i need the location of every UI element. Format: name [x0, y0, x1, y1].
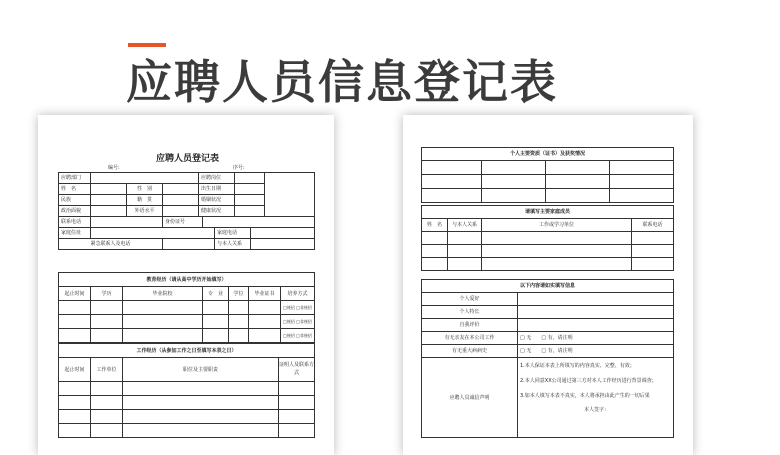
field-illness-options[interactable]: □ 无 □ 有，请注明	[518, 345, 674, 358]
family-cell[interactable]	[422, 245, 448, 258]
label-evaluation: 自我评价	[422, 319, 518, 332]
table-row	[59, 239, 315, 250]
table-row	[422, 319, 674, 332]
field-evaluation[interactable]	[518, 319, 674, 332]
label-health: 健康状况	[199, 206, 235, 217]
table-row	[59, 329, 315, 343]
edu-header: 学历	[91, 287, 123, 301]
number-label: 编号:	[108, 165, 120, 171]
table-row	[59, 206, 315, 217]
self-info-table	[421, 279, 674, 438]
photo-cell	[265, 184, 315, 195]
table-row	[422, 189, 674, 203]
table-row	[422, 232, 674, 245]
edu-mode-options[interactable]: □统招 □非统招	[281, 315, 315, 329]
table-row	[59, 382, 315, 396]
edu-cell[interactable]	[91, 301, 123, 315]
edu-cell[interactable]	[59, 329, 91, 343]
edu-cell[interactable]	[123, 315, 203, 329]
right-form-page	[403, 115, 693, 455]
label-birth: 出生日期	[199, 184, 235, 195]
field-birth[interactable]	[235, 184, 265, 195]
certificate-table	[421, 147, 674, 203]
family-cell[interactable]	[422, 258, 448, 271]
cert-cell[interactable]	[610, 189, 674, 203]
family-header: 姓 名	[422, 219, 448, 232]
field-address[interactable]	[91, 228, 215, 239]
label-relation: 与本人关系	[215, 239, 251, 250]
family-header: 与本人关系	[448, 219, 482, 232]
field-marital[interactable]	[235, 195, 265, 206]
edu-mode-options[interactable]: □统招 □非统招	[281, 301, 315, 315]
family-cell[interactable]	[448, 245, 482, 258]
field-relation[interactable]	[251, 239, 315, 250]
declaration-line: 1.本人保证本表上所填写的内容真实、完整、有效；	[520, 363, 635, 369]
label-name: 姓 名	[59, 184, 91, 195]
work-cell[interactable]	[59, 424, 91, 438]
basic-info-table	[58, 172, 315, 250]
field-native[interactable]	[163, 195, 199, 206]
declaration-line: 3.如本人填写本表不真实，本人将承担由此产生的一切后果	[520, 393, 650, 399]
label-apply-post: 应聘岗位	[199, 173, 235, 184]
edu-cell[interactable]	[59, 301, 91, 315]
certificate-title: 个人主要资质（证书）及获奖情况	[422, 148, 674, 161]
edu-mode-options[interactable]: □统招 □非统招	[281, 329, 315, 343]
table-row	[59, 195, 315, 206]
family-header: 工作或学习单位	[482, 219, 632, 232]
label-id: 身份证号	[163, 217, 203, 228]
work-cell[interactable]	[59, 396, 91, 410]
photo-cell	[265, 173, 315, 184]
edu-cell[interactable]	[249, 301, 281, 315]
table-row	[59, 344, 315, 358]
table-row	[59, 396, 315, 410]
work-cell[interactable]	[123, 410, 279, 424]
work-cell[interactable]	[123, 396, 279, 410]
seq-label: 序号:	[233, 165, 245, 171]
label-relatives: 有无亲友在本公司工作	[422, 332, 518, 345]
work-header: 起止时间	[59, 358, 91, 382]
table-row	[422, 306, 674, 319]
edu-cell[interactable]	[229, 301, 249, 315]
table-row	[422, 332, 674, 345]
work-cell[interactable]	[91, 410, 123, 424]
label-gender: 性 别	[127, 184, 163, 195]
photo-cell	[265, 206, 315, 217]
edu-header: 起止时间	[59, 287, 91, 301]
cert-cell[interactable]	[422, 175, 482, 189]
field-apply-post[interactable]	[235, 173, 265, 184]
table-row	[59, 217, 315, 228]
family-cell[interactable]	[482, 245, 632, 258]
table-row	[422, 280, 674, 293]
education-title: 教育经历（请从高中学历开始填写）	[59, 273, 315, 287]
edu-header: 毕业证书	[249, 287, 281, 301]
cert-cell[interactable]	[422, 161, 482, 175]
edu-cell[interactable]	[229, 315, 249, 329]
table-row	[422, 258, 674, 271]
table-row	[59, 228, 315, 239]
work-cell[interactable]	[279, 410, 315, 424]
work-cell[interactable]	[279, 424, 315, 438]
table-row	[59, 358, 315, 382]
edu-header: 毕业院校	[123, 287, 203, 301]
table-row	[59, 301, 315, 315]
label-hobby: 个人爱好	[422, 293, 518, 306]
edu-cell[interactable]	[229, 329, 249, 343]
family-cell[interactable]	[632, 245, 674, 258]
edu-cell[interactable]	[249, 315, 281, 329]
cert-cell[interactable]	[546, 189, 610, 203]
table-row	[59, 315, 315, 329]
edu-cell[interactable]	[123, 329, 203, 343]
edu-header: 专 业	[203, 287, 229, 301]
family-title: 请填写主要家庭成员	[422, 206, 674, 219]
edu-cell[interactable]	[59, 315, 91, 329]
family-cell[interactable]	[422, 232, 448, 245]
work-header: 工作单位	[91, 358, 123, 382]
cert-cell[interactable]	[422, 189, 482, 203]
label-declaration: 应聘人员诚信声明	[422, 358, 518, 438]
family-cell[interactable]	[448, 232, 482, 245]
left-form-title: 应聘人员登记表	[156, 154, 220, 164]
table-row	[59, 287, 315, 301]
table-row	[422, 293, 674, 306]
cert-cell[interactable]	[546, 161, 610, 175]
family-cell[interactable]	[632, 232, 674, 245]
field-home-phone[interactable]	[251, 228, 315, 239]
family-table	[421, 205, 674, 271]
field-politics[interactable]	[91, 206, 127, 217]
family-header: 联系电话	[632, 219, 674, 232]
table-row	[59, 184, 315, 195]
table-row	[422, 175, 674, 189]
field-health[interactable]	[235, 206, 265, 217]
edu-cell[interactable]	[203, 301, 229, 315]
edu-cell[interactable]	[249, 329, 281, 343]
work-cell[interactable]	[91, 396, 123, 410]
label-phone: 联系电话	[59, 217, 91, 228]
cert-cell[interactable]	[546, 175, 610, 189]
photo-cell	[265, 195, 315, 206]
table-row	[422, 219, 674, 232]
work-cell[interactable]	[59, 410, 91, 424]
table-row	[422, 245, 674, 258]
cert-cell[interactable]	[610, 175, 674, 189]
education-table	[58, 272, 315, 343]
family-cell[interactable]	[632, 258, 674, 271]
field-hobby[interactable]	[518, 293, 674, 306]
left-form-page	[38, 115, 334, 455]
table-row	[59, 273, 315, 287]
field-id[interactable]	[203, 217, 315, 228]
family-cell[interactable]	[482, 232, 632, 245]
table-row	[59, 424, 315, 438]
page-title: 应聘人员信息登记表	[126, 55, 558, 109]
family-cell[interactable]	[448, 258, 482, 271]
table-row	[422, 148, 674, 161]
table-row	[422, 206, 674, 219]
work-title: 工作经历（从参加工作之日至填写本表之日）	[59, 344, 315, 358]
label-native: 籍 贯	[127, 195, 163, 206]
work-cell[interactable]	[59, 382, 91, 396]
field-apply-dept[interactable]	[91, 173, 199, 184]
field-language[interactable]	[163, 206, 199, 217]
work-header: 证明人及联系方式	[279, 358, 315, 382]
work-cell[interactable]	[91, 382, 123, 396]
edu-cell[interactable]	[91, 329, 123, 343]
label-illness: 有无重大病病史	[422, 345, 518, 358]
field-gender[interactable]	[163, 184, 199, 195]
table-row	[59, 173, 315, 184]
table-row	[422, 345, 674, 358]
work-cell[interactable]	[279, 382, 315, 396]
declaration-line: 2.本人同意XX公司通过第三方对本人工作经历进行背景调查；	[520, 378, 657, 384]
edu-header: 培养方式	[281, 287, 315, 301]
label-specialty: 个人特长	[422, 306, 518, 319]
cert-cell[interactable]	[482, 175, 546, 189]
label-ethnic: 民族	[59, 195, 91, 206]
work-cell[interactable]	[123, 382, 279, 396]
work-header: 职位及主要职责	[123, 358, 279, 382]
label-emergency: 紧急联系人及电话	[59, 239, 163, 250]
field-specialty[interactable]	[518, 306, 674, 319]
edu-cell[interactable]	[203, 329, 229, 343]
label-address: 家庭住址	[59, 228, 91, 239]
table-row	[422, 161, 674, 175]
work-cell[interactable]	[279, 396, 315, 410]
work-cell[interactable]	[123, 424, 279, 438]
label-marital: 婚姻状况	[199, 195, 235, 206]
field-name[interactable]	[91, 184, 127, 195]
field-phone[interactable]	[91, 217, 163, 228]
table-row	[422, 358, 674, 438]
label-apply-dept: 应聘部门	[59, 173, 91, 184]
field-ethnic[interactable]	[91, 195, 127, 206]
field-emergency[interactable]	[163, 239, 215, 250]
cert-cell[interactable]	[482, 161, 546, 175]
edu-cell[interactable]	[123, 301, 203, 315]
work-cell[interactable]	[91, 424, 123, 438]
edu-header: 学位	[229, 287, 249, 301]
label-politics: 政治面貌	[59, 206, 91, 217]
field-relatives-options[interactable]: □ 无 □ 有，请注明	[518, 332, 674, 345]
label-home-phone: 家庭电话	[215, 228, 251, 239]
edu-cell[interactable]	[91, 315, 123, 329]
edu-cell[interactable]	[203, 315, 229, 329]
title-accent-bar	[128, 43, 166, 47]
label-language: 外语水平	[127, 206, 163, 217]
signature-label[interactable]: 本人签字：	[583, 407, 609, 413]
family-cell[interactable]	[482, 258, 632, 271]
declaration-block	[518, 358, 674, 438]
self-info-title: 以下内容请如实填写信息	[422, 280, 674, 293]
cert-cell[interactable]	[482, 189, 546, 203]
cert-cell[interactable]	[610, 161, 674, 175]
work-table	[58, 343, 315, 438]
table-row	[59, 410, 315, 424]
